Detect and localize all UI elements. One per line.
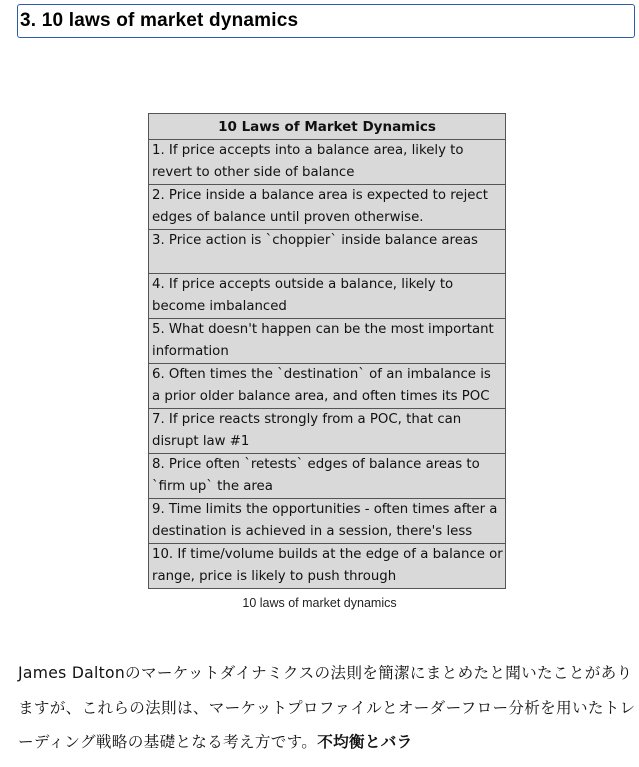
law-row: 9. Time limits the opportunities - often times after a destination is achieved in a session, there's less (149, 499, 506, 544)
laws-table-image (148, 113, 506, 589)
law-row: 4. If price accepts outside a balance, likely to become imbalanced (149, 274, 506, 319)
section-heading: 3. 10 laws of market dynamics (20, 10, 299, 31)
figure-caption: 10 laws of market dynamics (242, 596, 397, 610)
paragraph-bold-text: 不均衡とバラ (317, 733, 413, 751)
paragraph-text: James Daltonのマーケットダイナミクスの法則を簡潔にまとめたと聞いたことがありますが、これらの法則は、マーケットプロファイルとオーダーフロー分析を用いたトレーディング戦略の基礎となる考え方です。 (18, 664, 636, 751)
law-row: 8. Price often `retests` edges of balance areas to `firm up` the area (149, 454, 506, 499)
law-row: 3. Price action is `choppier` inside balance areas (149, 230, 506, 274)
law-row: 7. If price reacts strongly from a POC, that can disrupt law #1 (149, 409, 506, 454)
section-heading-box (17, 4, 635, 38)
table-title: 10 Laws of Market Dynamics (149, 114, 506, 140)
law-row: 1. If price accepts into a balance area, likely to revert to other side of balance (149, 140, 506, 185)
law-row: 6. Often times the `destination` of an imbalance is a prior older balance area, and often times its POC (149, 364, 506, 409)
body-paragraph (18, 656, 639, 760)
law-row: 2. Price inside a balance area is expected to reject edges of balance until proven otherwise. (149, 185, 506, 230)
law-row: 10. If time/volume builds at the edge of a balance or range, price is likely to push through (149, 544, 506, 589)
law-row: 5. What doesn't happen can be the most important information (149, 319, 506, 364)
